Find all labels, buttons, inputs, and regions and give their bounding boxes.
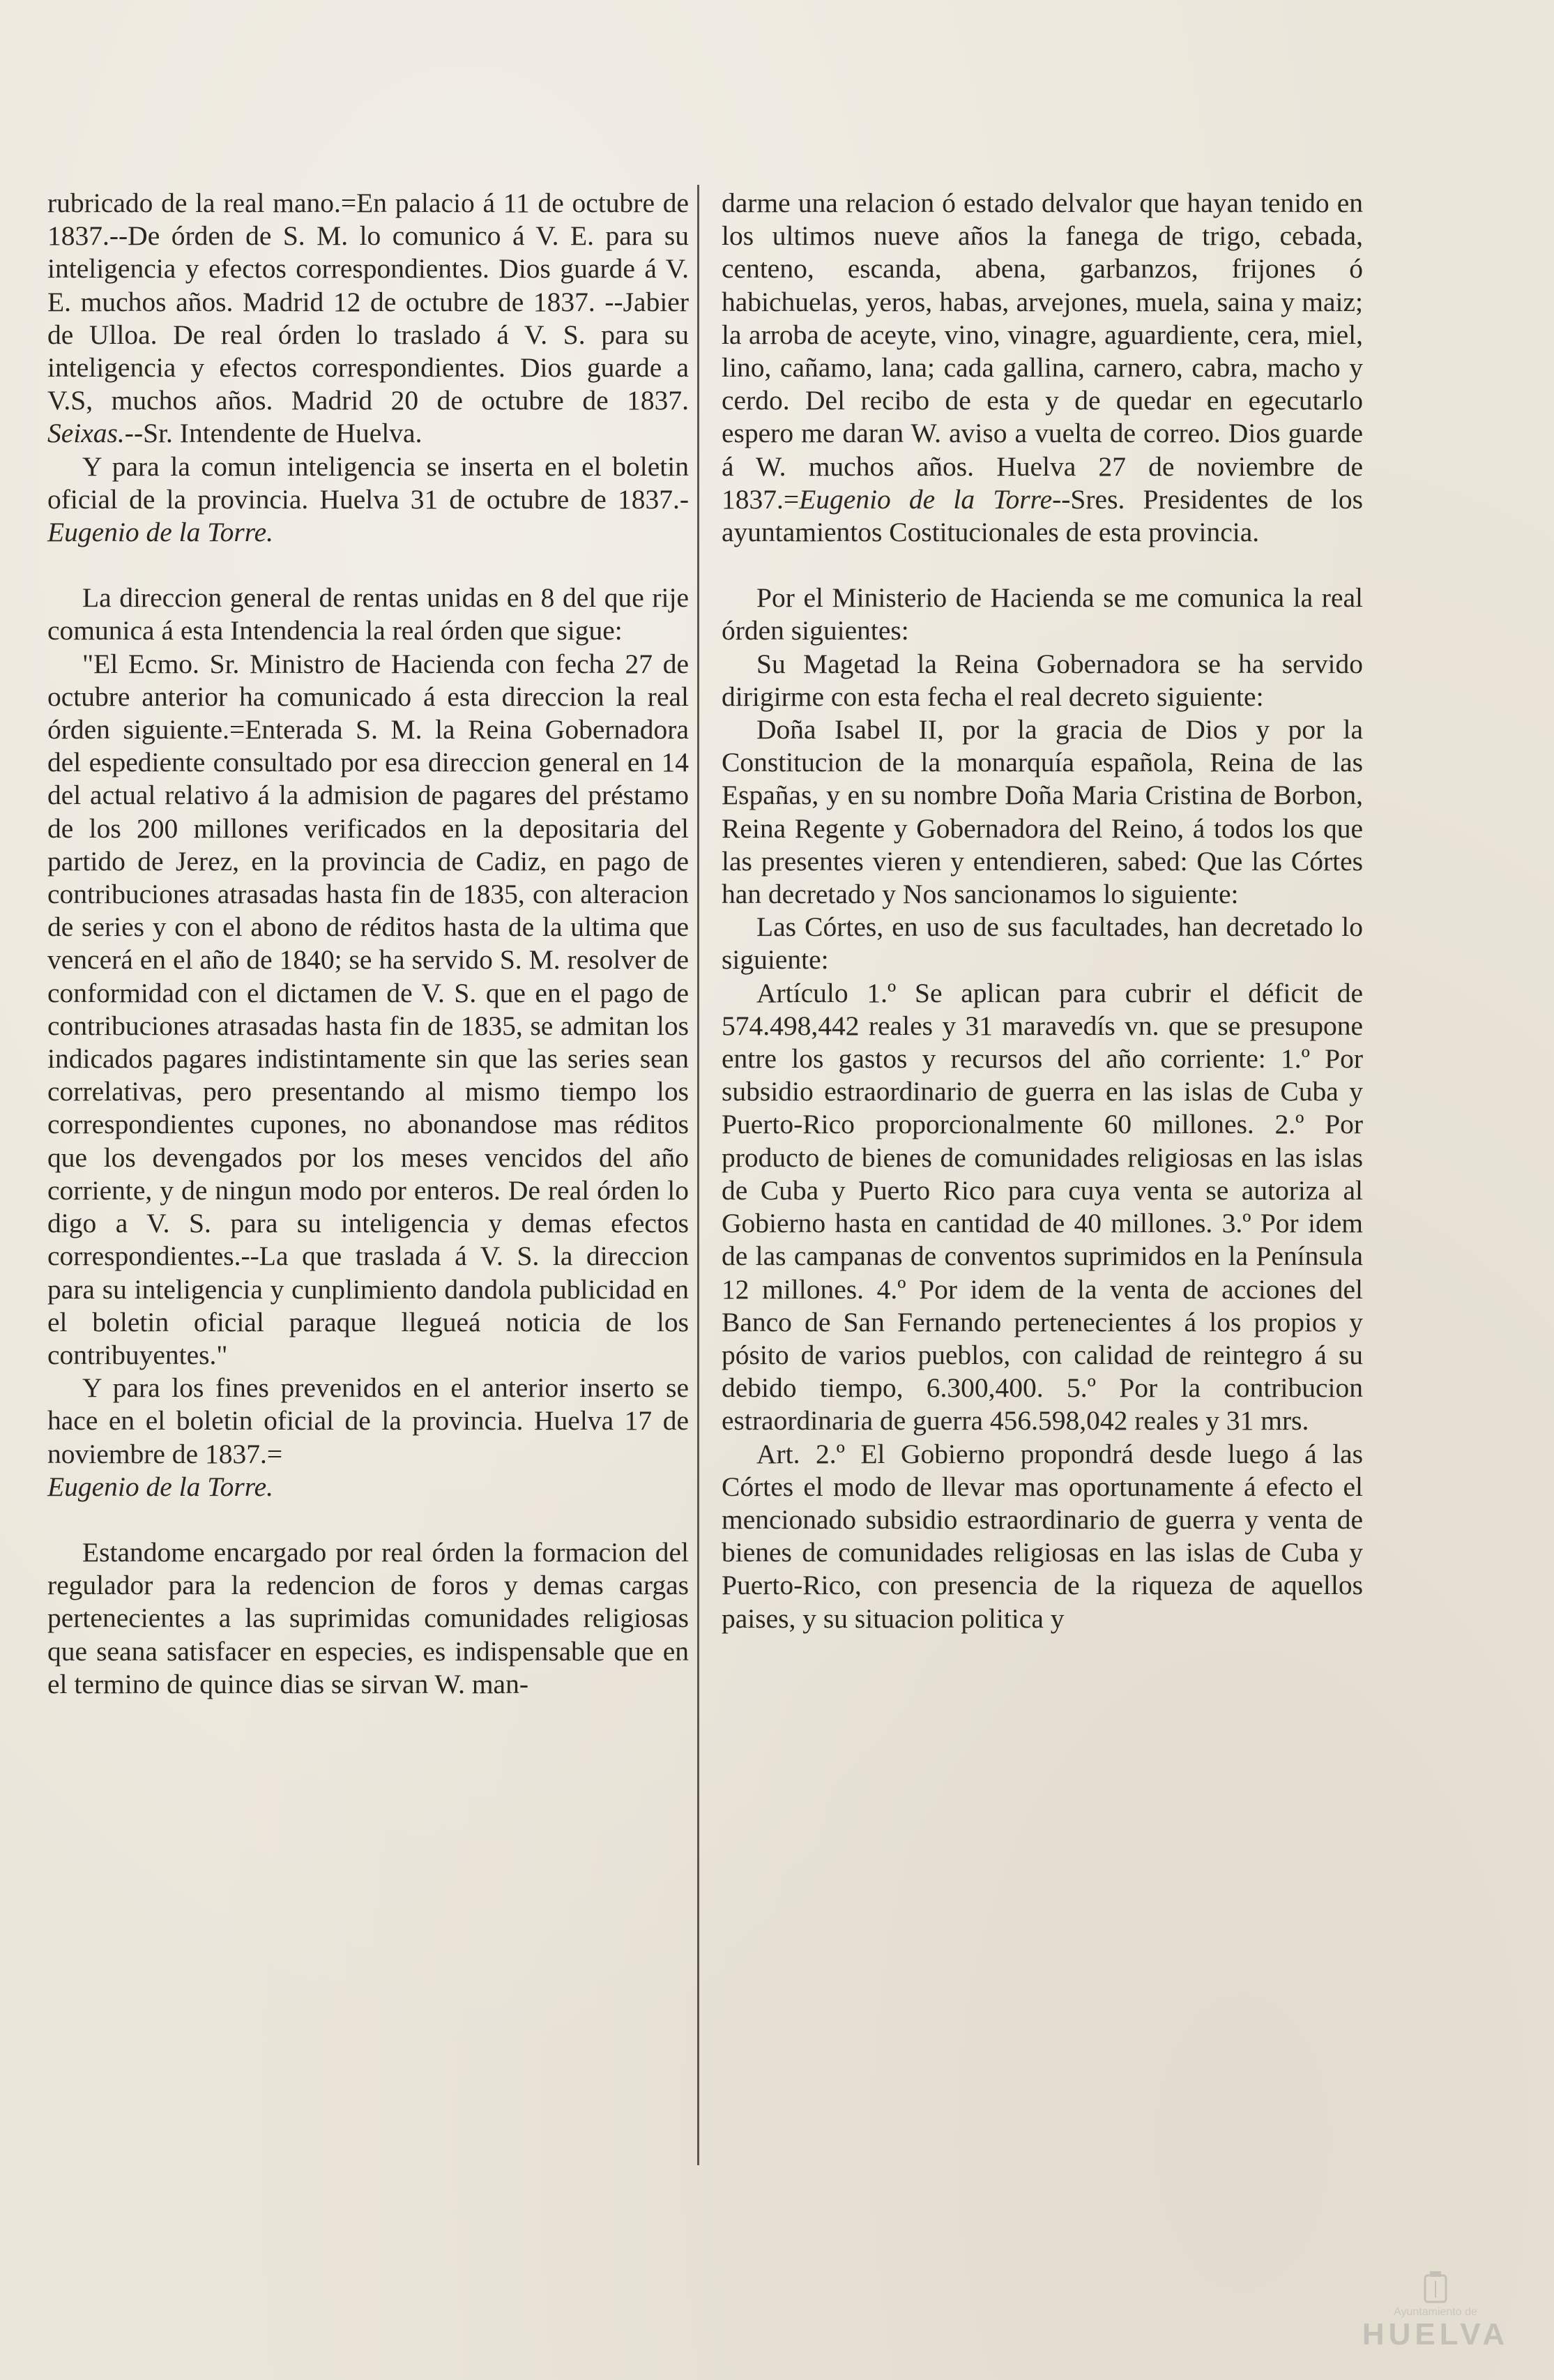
paragraph-reina-gobernadora: Su Magetad la Reina Gobernadora se ha servido dirigirme con esta fecha el real decreto siguiente: (722, 648, 1363, 712)
signature: Eugenio de la Torre. (47, 517, 274, 548)
paragraph-real-orden: "El Ecmo. Sr. Ministro de Hacienda con fecha 27 de octubre anterior ha comunicado á esta direccion la real órden siguiente.=Enterada S. M. la Reina Gobernadora del espediente consultado por esa direccion general en 14 del actual relativo á la admision de pagares del préstamo de los 200 millones verificados en la depositaria del partido de Jerez, en la provincia de Cadiz, en pago de contribuciones atrasadas hasta fin de 1835, con alteracion de series y con el abono de réditos hasta de la ultima que vencerá en el año de 1840; se ha servido S. M. resolver de conformidad con el dictamen de V. S. que en el pago de contribuciones atrasadas hasta fin de 1835, se admitan los indicados pagares indistintamente sin que las series sean correlativas, pero presentando al mismo tiempo los correspondientes cupones, no abonandose mas réditos que los devengados por los meses vencidos del año corriente, y de ningun modo por enteros. De real órden lo digo a V. S. para su inteligencia y demas efectos correspondientes.--La que traslada á V. S. la direccion para su inteligencia y cunplimiento dandola publicidad en el boletin oficial paraque llegueá noticia de los contribuyentes." (47, 648, 689, 1370)
paragraph-cortes: Las Córtes, en uso de sus facultades, han decretado lo siguiente: (722, 911, 1363, 976)
paragraph-foros-regulador: Estandome encargado por real órden la formacion del regulador para la redencion de foros y demas cargas pertenecientes a las suprimidas comunidades religiosas que seana satisfacer en especies, es indispensable que en el termino de quince dias se sirvan W. man- (47, 1536, 689, 1699)
signature: Eugenio de la Torre. (47, 1471, 274, 1502)
paragraph-direccion-intro: La direccion general de rentas unidas en 8 del que rije comunica á esta Intendencia la real órden que sigue: (47, 582, 689, 646)
signature: Seixas. (47, 418, 125, 449)
left-column (47, 187, 689, 1701)
paragraph-ministerio-hacienda: Por el Ministerio de Hacienda se me comunica la real órden siguientes: (722, 582, 1363, 646)
paragraph-fines-prevenidos: Y para los fines prevenidos en el anterior inserto se hace en el boletin oficial de la provincia. Huelva 17 de noviembre de 1837.= Eugenio de la Torre. (47, 1372, 689, 1502)
paragraph-decree-end: rubricado de la real mano.=En palacio á 11 de octubre de 1837.--De órden de S. M. lo comunico á V. E. para su inteligencia y efectos correspondientes. Dios guarde á V. E. muchos años. Madrid 12 de octubre de 1837. --Jabier de Ulloa. De real órden lo traslado á V. S. para su inteligencia y efectos correspondientes. Dios guarde a V.S, muchos años. Madrid 20 de octubre de 1837. Seixas.--Sr. Intendente de Huelva. (47, 188, 689, 449)
huelva-watermark (1359, 2268, 1512, 2352)
paragraph-articulo-2: Art. 2.º El Gobierno propondrá desde luego á las Córtes el modo de llevar mas oportunamente á efecto el mencionado subsidio estraordinario de guerra y venta de bienes de comunidades religiosas en las islas de Cuba y Puerto-Rico, con presencia de la riqueza de aquellos paises, y su situacion politica y (722, 1438, 1363, 1634)
column-divider (697, 185, 699, 2165)
watermark-label: HUELVA (1362, 2317, 1509, 2351)
paragraph-insertion-notice: Y para la comun inteligencia se inserta en el boletin oficial de la provincia. Huelva 31 de octubre de 1837.- Eugenio de la Torre. (47, 450, 689, 548)
paragraph-articulo-1: Artículo 1.º Se aplican para cubrir el déficit de 574.498,442 reales y 31 maravedís vn. que se presupone entre los gastos y recursos del año corriente: 1.º Por subsidio estraordinario de guerra en las islas de Cuba y Puerto-Rico proporcionalmente 60 millones. 2.º Por producto de bienes de comunidades religiosas en las islas de Cuba y Puerto Rico para cuya venta se autoriza al Gobierno hasta en cantidad de 40 millones. 3.º Por idem de las campanas de conventos suprimidos en la Península 12 millones. 4.º Por idem de la venta de acciones del Banco de San Fernando pertenecientes á los propios y pósito de varios pueblos, con calidad de reintegro á su debido tiempo, 6.300,400. 5.º Por la contribucion estraordinaria de guerra 456.598,042 reales y 31 mrs. (722, 977, 1363, 1437)
paragraph-relacion-valores: darme una relacion ó estado delvalor que hayan tenido en los ultimos nueve años la fanega de trigo, cebada, centeno, escanda, abena, garbanzos, frijones ó habichuelas, yeros, habas, arvejones, muela, saina y maiz; la arroba de aceyte, vino, vinagre, aguardiente, cera, miel, lino, cañamo, lana; cada gallina, carnero, cabra, macho y cerdo. Del recibo de esta y de quedar en egecutarlo espero me daran W. aviso a vuelta de correo. Dios guarde á W. muchos años. Huelva 27 de noviembre de 1837.=Eugenio de la Torre--Sres. Presidentes de los ayuntamientos Costitucionales de esta provincia. (722, 188, 1364, 548)
right-column (722, 187, 1363, 1635)
watermark-subtitle: Ayuntamiento de (1394, 2306, 1477, 2318)
paragraph-isabel-ii: Doña Isabel II, por la gracia de Dios y por la Constitucion de la monarquía española, Reina de las Españas, y en su nombre Doña Maria Cristina de Borbon, Reina Regente y Gobernadora del Reino, á todos los que las presentes vieren y entendieren, sabed: Que las Córtes han decretado y Nos sancionamos lo siguiente: (722, 714, 1363, 910)
signature: Eugenio de la Torre (799, 483, 1053, 515)
